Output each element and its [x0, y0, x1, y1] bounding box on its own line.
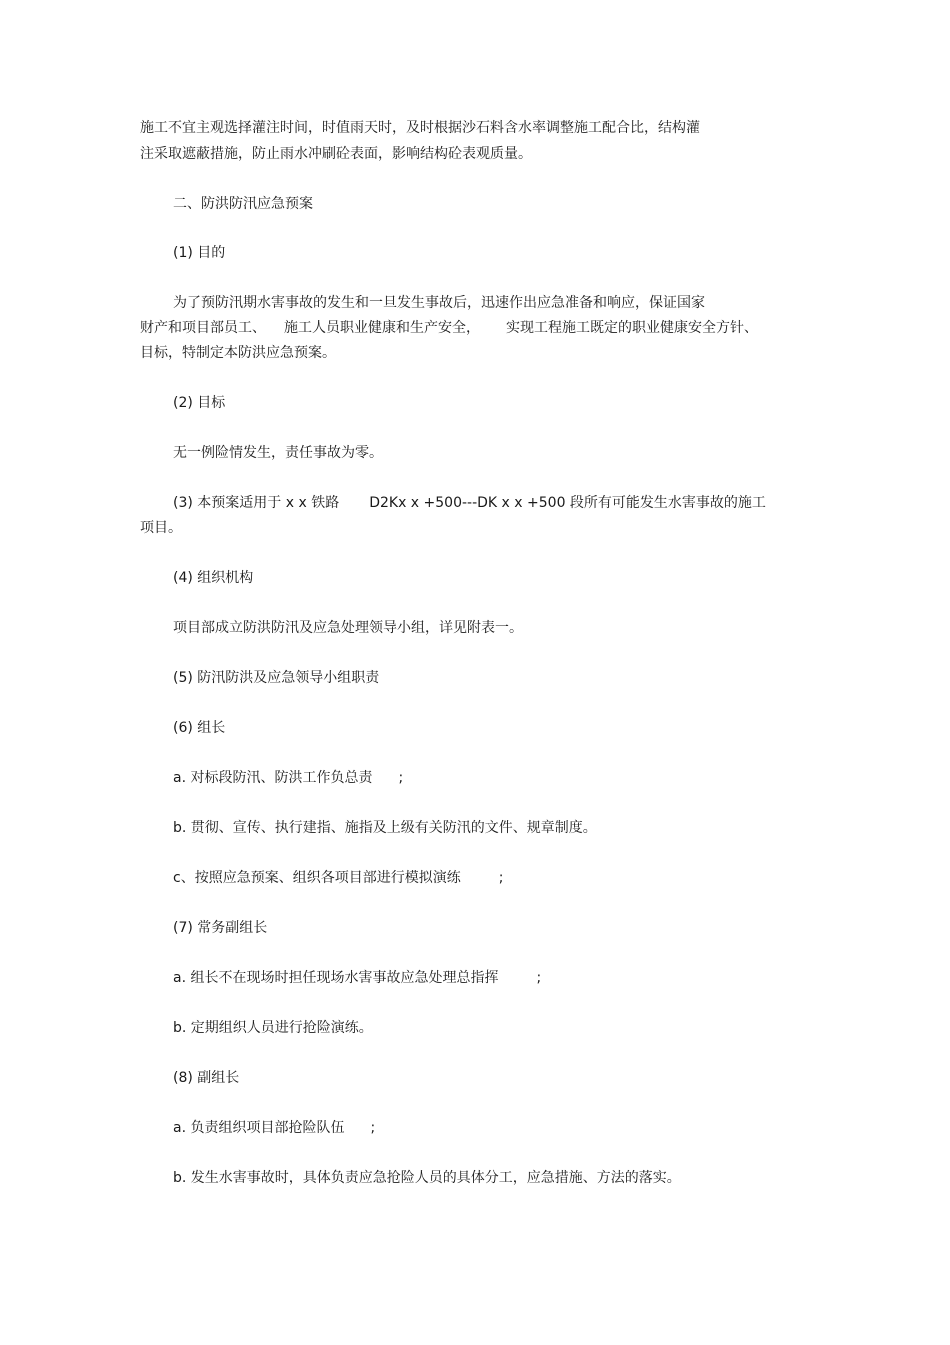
text-run: 实现工程施工既定的职业健康安全方针、: [506, 320, 758, 336]
subheading-duties: (5) 防汛防洪及应急领导小组职责: [173, 670, 380, 686]
text-run: D2Kx x +500---DK x x +500 段所有可能发生水害事故的施工: [369, 495, 766, 511]
list-item: b. 发生水害事故时，具体负责应急抢险人员的具体分工，应急措施、方法的落实。: [173, 1170, 681, 1186]
paragraph-line: [173, 493, 766, 513]
paragraph-line: 无一例险情发生，责任事故为零。: [173, 445, 383, 461]
subheading-leader: (6) 组长: [173, 720, 226, 736]
paragraph-line: 项目。: [140, 520, 182, 536]
list-item: [173, 768, 403, 788]
paragraph-line: 注采取遮蔽措施，防止雨水冲刷砼表面，影响结构砼表观质量。: [140, 146, 532, 162]
list-item: b. 贯彻、宣传、执行建指、施指及上级有关防汛的文件、规章制度。: [173, 820, 597, 836]
list-item: b. 定期组织人员进行抢险演练。: [173, 1020, 373, 1036]
subheading-goal: (2) 目标: [173, 395, 226, 411]
text-run: ;: [370, 1120, 376, 1136]
text-run: a. 组长不在现场时担任现场水害事故应急处理总指挥: [173, 970, 499, 986]
list-item: [173, 1118, 375, 1138]
text-run: c、按照应急预案、组织各项目部进行模拟演练: [173, 870, 461, 886]
text-run: a. 负责组织项目部抢险队伍: [173, 1120, 345, 1136]
text-run: ;: [536, 970, 542, 986]
text-run: ;: [498, 870, 504, 886]
paragraph-line: [140, 318, 758, 338]
paragraph-line: 项目部成立防洪防汛及应急处理领导小组，详见附表一。: [173, 620, 523, 636]
paragraph-line: 为了预防汛期水害事故的发生和一旦发生事故后，迅速作出应急准备和响应，保证国家: [173, 295, 705, 311]
list-item: [173, 868, 503, 888]
paragraph-line: 施工不宜主观选择灌注时间，时值雨天时，及时根据沙石料含水率调整施工配合比，结构灌: [140, 120, 700, 136]
list-item: [173, 968, 541, 988]
text-run: 财产和项目部员工、: [140, 320, 266, 336]
text-run: 施工人员职业健康和生产安全，: [284, 320, 480, 336]
subheading-purpose: (1) 目的: [173, 245, 226, 261]
subheading-organization: (4) 组织机构: [173, 570, 254, 586]
text-run: ;: [398, 770, 404, 786]
section-heading: 二、防洪防汛应急预案: [173, 196, 313, 212]
subheading-deputy: (8) 副组长: [173, 1070, 240, 1086]
text-run: a. 对标段防汛、防洪工作负总责: [173, 770, 373, 786]
subheading-executive-deputy: (7) 常务副组长: [173, 920, 268, 936]
paragraph-line: 目标，特制定本防洪应急预案。: [140, 345, 336, 361]
text-run: (3) 本预案适用于 x x 铁路: [173, 495, 340, 511]
